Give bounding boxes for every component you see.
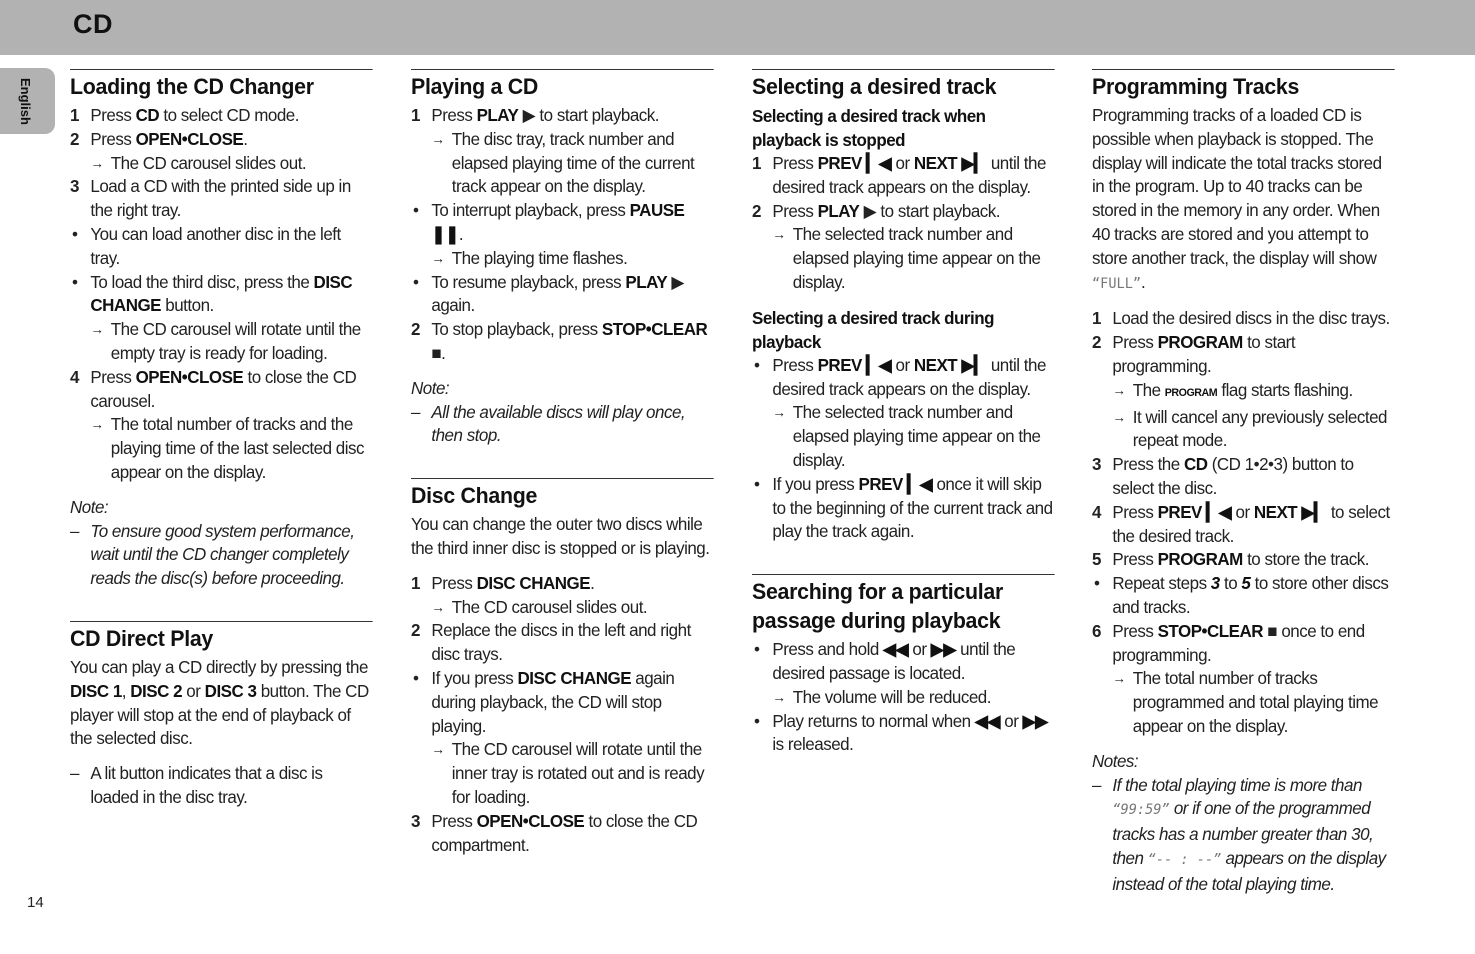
fast-forward-icon: ▶▶ (930, 639, 956, 660)
heading-searching: Searching for a particular passage during playback (752, 579, 1003, 634)
arrow-icon: → (90, 321, 104, 338)
paragraph: Programming tracks of a loaded CD is possible when playback is stopped. The display will indicate the total tracks stored in the program. Up to 40 tracks can be stored in the memory in any order. When 40 tracks are stored and you attempt to store another track, the display will show “FULL”. (1092, 105, 1382, 292)
prev-icon: ▎◀ (1206, 501, 1232, 522)
section-selecting (752, 69, 1055, 544)
next-icon: ▶▎ (961, 354, 987, 375)
result: → The total number of tracks and the playing time of the last selected disc appear on the display. (90, 414, 365, 482)
result: → The PROGRAM flag starts flashing. (1092, 379, 1395, 406)
heading-playing: Playing a CD (411, 74, 538, 99)
paragraph: You can change the outer two discs while the third inner disc is stopped or is playing. (411, 514, 710, 558)
arrow-icon: → (1112, 408, 1126, 425)
rewind-icon: ◀◀ (883, 639, 909, 660)
step: 2 Replace the discs in the left and right disc trays. (411, 620, 691, 665)
step: 1 Press PREV ▎◀ or NEXT ▶▎ until the desired track appears on the display. (752, 153, 1046, 197)
step: 5 Press PROGRAM to store the track. (1092, 549, 1369, 570)
heading-loading: Loading the CD Changer (70, 74, 314, 99)
bullet: • Repeat steps 3 to 5 to store other discs and tracks. (1093, 573, 1389, 617)
heading-selecting: Selecting a desired track (752, 74, 997, 99)
arrow-icon: → (431, 598, 445, 615)
arrow-icon: → (1112, 381, 1126, 398)
bullet: • To resume playback, press PLAY ▶ again. (412, 271, 684, 316)
arrow-icon: → (90, 416, 104, 433)
arrow-icon: → (772, 688, 786, 705)
prev-icon: ▎◀ (866, 153, 892, 173)
play-icon: ▶ (863, 200, 877, 221)
arrow-icon: → (772, 404, 786, 421)
header-bar (0, 0, 1475, 55)
bullet-icon: • (753, 710, 760, 731)
section-programming (1092, 69, 1395, 897)
prev-icon: ▎◀ (907, 473, 933, 494)
result: → The selected track number and elapsed playing time appear on the display. (772, 402, 1041, 470)
stop-icon: ■ (431, 342, 442, 363)
language-tab (0, 68, 55, 134)
result: → The disc tray, track number and elapsed playing time of the current track appear on the display. (431, 128, 695, 197)
step: 3 Press OPEN•CLOSE to close the CD compartment. (411, 810, 698, 855)
arrow-icon: → (431, 130, 445, 147)
fast-forward-icon: ▶▶ (1022, 710, 1048, 731)
section-searching (752, 574, 1055, 757)
bullet: • You can load another disc in the left tray. (71, 223, 341, 268)
bullet-icon: • (71, 223, 78, 244)
arrow-icon: → (431, 249, 445, 266)
bullet-icon: • (412, 200, 419, 221)
section-disc-change (411, 478, 714, 857)
step: 3 Press the CD (CD 1•2•3) button to select the disc. (1092, 454, 1354, 498)
arrow-icon: → (90, 154, 104, 171)
step: 2 Press PLAY ▶ to start playback. (752, 200, 1001, 221)
bullet-icon: • (71, 271, 78, 292)
bullet: • To interrupt playback, press PAUSE ❚❚. (412, 200, 685, 244)
subheading: Selecting a desired track when playback is stopped (752, 106, 986, 150)
section-playing (411, 69, 714, 448)
step: 1 Load the desired discs in the disc trays. (1092, 308, 1390, 329)
bullet: • Play returns to normal when ◀◀ or ▶▶ is released. (753, 710, 1048, 755)
arrow-icon: → (772, 226, 786, 243)
result: → The CD carousel slides out. (411, 596, 714, 620)
next-icon: ▶▎ (961, 153, 987, 173)
result: → The CD carousel will rotate until the inner tray is rotated out and is ready for loading. (431, 739, 705, 807)
step: 3 Load a CD with the printed side up in the right tray. (70, 176, 351, 221)
bullet-icon: • (753, 354, 760, 375)
heading-disc-change: Disc Change (411, 483, 538, 509)
prev-icon: ▎◀ (866, 354, 892, 375)
bullet-icon: • (753, 473, 760, 494)
result: → The CD carousel slides out. (70, 152, 373, 176)
step: 2 Press PROGRAM to start programming. (1092, 332, 1296, 376)
step: 1 Press PLAY ▶ to start playback. (411, 105, 660, 125)
heading-direct-play: CD Direct Play (70, 625, 213, 651)
bullet: • Press and hold ◀◀ or ▶▶ until the desired passage is located. (753, 639, 1016, 683)
result: → The CD carousel will rotate until the empty tray is ready for loading. (90, 319, 361, 363)
note-text: – To ensure good system performance, wait until the CD changer completely reads the disc(s) before proceeding. (70, 520, 355, 589)
arrow-icon: → (1112, 670, 1126, 687)
bullet: • If you press PREV ▎◀ once it will skip to the beginning of the current track and play the track again. (753, 473, 1053, 542)
result: → The selected track number and elapsed playing time appear on the display. (772, 224, 1041, 292)
paragraph: You can play a CD directly by pressing the DISC 1, DISC 2 or DISC 3 button. The CD player will stop at the end of playback of the selected disc. (70, 656, 369, 749)
dash-item: – A lit button indicates that a disc is loaded in the disc tray. (70, 763, 323, 807)
result: → The playing time flashes. (411, 247, 714, 271)
play-icon: ▶ (671, 271, 684, 292)
step: 4 Press PREV ▎◀ or NEXT ▶▎ to select the desired track. (1092, 501, 1390, 546)
column-2 (411, 69, 714, 857)
column-1 (70, 69, 373, 810)
note-label: Note: (70, 496, 109, 517)
subheading: Selecting a desired track during playback (752, 307, 995, 352)
rewind-icon: ◀◀ (974, 710, 1001, 731)
bullet: • To load the third disc, press the DISC CHANGE button. (71, 271, 353, 316)
step: 2 To stop playback, press STOP•CLEAR ■. (411, 319, 708, 363)
column-3 (752, 69, 1055, 757)
bullet-icon: • (412, 667, 419, 688)
notes-label: Notes: (1092, 750, 1139, 771)
note-text: – All the available discs will play once, then stop. (411, 401, 686, 446)
bullet: • Press PREV ▎◀ or NEXT ▶▎ until the desired track appears on the display. (753, 354, 1046, 399)
step: 6 Press STOP•CLEAR ■ once to end programming. (1092, 620, 1365, 665)
section-loading (70, 69, 373, 591)
step: 4 Press OPEN•CLOSE to close the CD carousel. (70, 366, 357, 411)
note-label: Note: (411, 377, 450, 398)
section-direct-play (70, 621, 373, 810)
result: → The volume will be reduced. (752, 686, 1055, 710)
arrow-icon: → (431, 741, 445, 758)
column-4 (1092, 69, 1395, 897)
result: → It will cancel any previously selected repeat mode. (1112, 406, 1387, 451)
step: 1 Press DISC CHANGE. (411, 572, 595, 593)
page-number: 14 (27, 894, 44, 911)
bullet-icon: • (753, 639, 760, 660)
step: 2 Press OPEN•CLOSE. (70, 128, 248, 149)
step: 1 Press CD to select CD mode. (70, 105, 299, 125)
bullet-icon: • (412, 271, 419, 292)
next-icon: ▶▎ (1301, 501, 1327, 522)
pause-icon: ❚❚ (431, 223, 459, 244)
result: → The total number of tracks programmed and total playing time appear on the display. (1112, 668, 1379, 736)
language-label: English (18, 78, 33, 125)
page-section-title: CD (73, 9, 113, 39)
note-text: – If the total playing time is more than “99:59” or if one of the programmed tracks has a number greater than 30, then “-- : --” appears on the display instead of the total playing time. (1092, 774, 1386, 894)
bullet: • If you press DISC CHANGE again during playback, the CD will stop playing. (412, 667, 675, 736)
stop-icon: ■ (1267, 620, 1278, 641)
heading-programming: Programming Tracks (1092, 74, 1300, 99)
bullet-icon: • (1093, 573, 1100, 594)
play-icon: ▶ (522, 105, 536, 125)
